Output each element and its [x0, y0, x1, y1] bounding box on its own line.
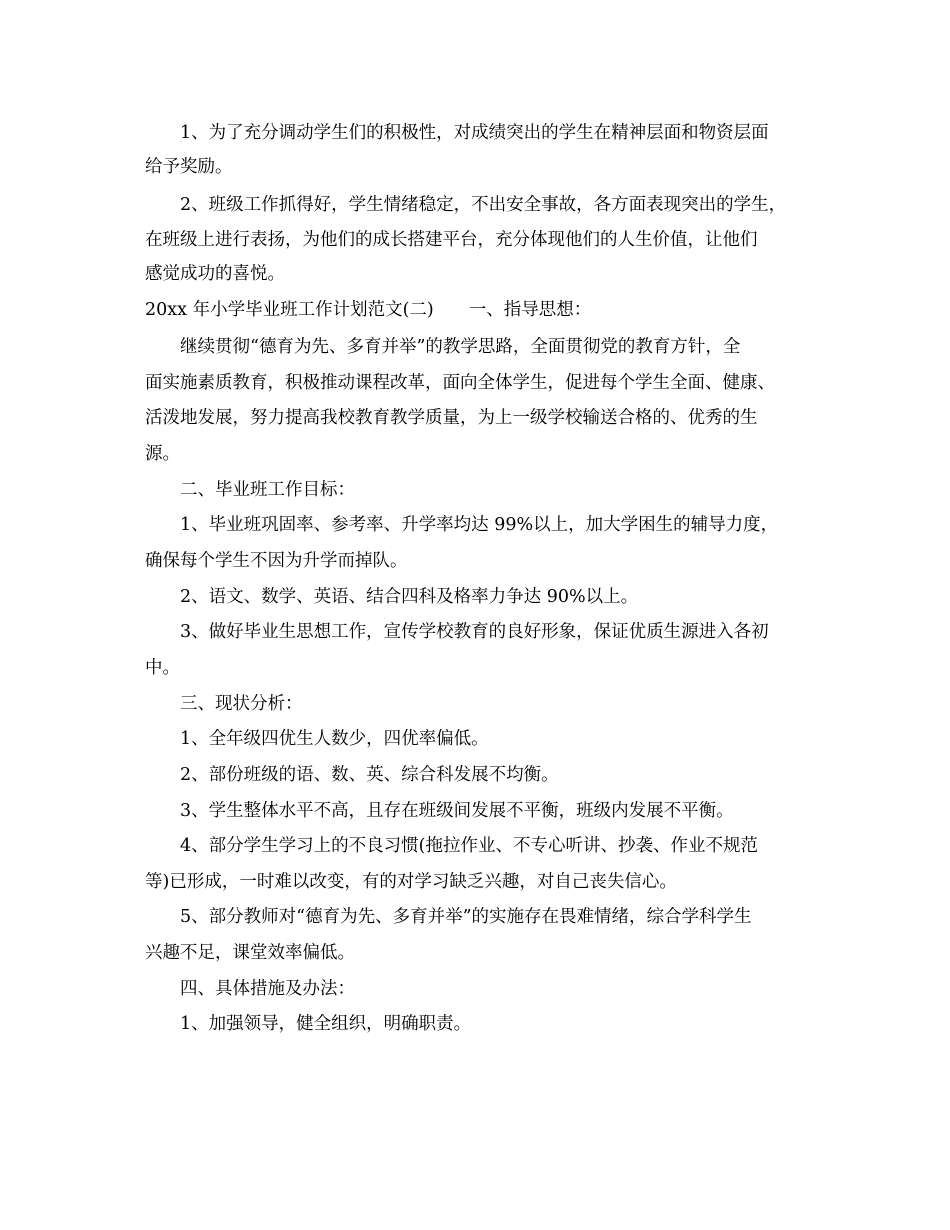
- paragraph-line: 兴趣不足，课堂效率偏低。: [145, 943, 355, 963]
- section-heading: 20xx 年小学毕业班工作计划范文(二) 一、指导思想：: [145, 300, 592, 320]
- paragraph-line: 1、为了充分调动学生们的积极性，对成绩突出的学生在精神层面和物资层面: [180, 123, 769, 143]
- paragraph-line: 2、部份班级的语、数、英、综合科发展不均衡。: [180, 765, 559, 785]
- paragraph-line: 4、部分学生学习上的不良习惯(拖拉作业、不专心听讲、抄袭、作业不规范: [180, 836, 758, 856]
- section-heading: 二、毕业班工作目标：: [180, 480, 355, 500]
- paragraph-line: 中。: [145, 658, 180, 678]
- paragraph-line: 1、加强领导，健全组织，明确职责。: [180, 1014, 472, 1034]
- paragraph-line: 1、毕业班巩固率、参考率、升学率均达 99%以上，加大学困生的辅导力度，: [180, 515, 779, 535]
- paragraph-line: 3、做好毕业生思想工作，宣传学校教育的良好形象，保证优质生源进入各初: [180, 622, 769, 642]
- paragraph-line: 等)已形成，一时难以改变，有的对学习缺乏兴趣，对自己丧失信心。: [145, 872, 677, 892]
- section-heading: 三、现状分析：: [180, 694, 303, 714]
- paragraph-line: 1、全年级四优生人数少，四优率偏低。: [180, 729, 489, 749]
- section-heading: 四、具体措施及办法：: [180, 979, 355, 999]
- paragraph-line: 在班级上进行表扬，为他们的成长搭建平台，充分体现他们的人生价值，让他们: [145, 230, 758, 250]
- paragraph-line: 5、部分教师对“德育为先、多育并举”的实施存在畏难情绪，综合学科学生: [180, 907, 752, 927]
- paragraph-line: 活泼地发展，努力提高我校教育教学质量，为上一级学校输送合格的、优秀的生: [145, 408, 758, 428]
- paragraph-line: 感觉成功的喜悦。: [145, 264, 285, 284]
- paragraph-line: 源。: [145, 444, 180, 464]
- paragraph-line: 2、班级工作抓得好，学生情绪稳定，不出安全事故，各方面表现突出的学生，: [180, 195, 787, 215]
- paragraph-line: 继续贯彻“德育为先、多育并举”的教学思路，全面贯彻党的教育方针，全: [180, 337, 741, 357]
- paragraph-line: 3、学生整体水平不高，且存在班级间发展不平衡，班级内发展不平衡。: [180, 801, 734, 821]
- paragraph-line: 面实施素质教育，积极推动课程改革，面向全体学生，促进每个学生全面、健康、: [145, 373, 775, 393]
- paragraph-line: 2、语文、数学、英语、结合四科及格率力争达 90%以上。: [180, 587, 639, 607]
- paragraph-line: 给予奖励。: [145, 157, 233, 177]
- paragraph-line: 确保每个学生不因为升学而掉队。: [145, 551, 408, 571]
